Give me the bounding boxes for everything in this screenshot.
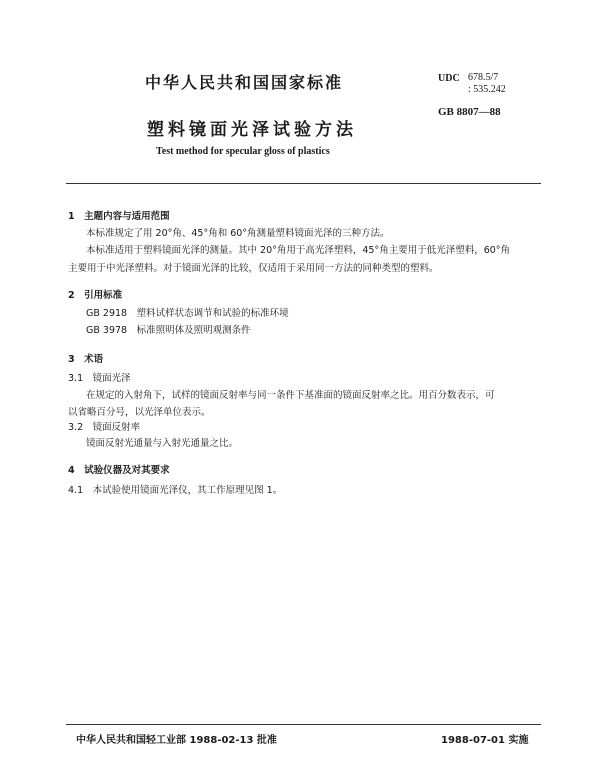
udc-code-line-2: : 535.242 — [468, 84, 506, 95]
term-3-1-definition-line-1: 在规定的入射角下，试样的镜面反射率与同一条件下基准面的镜面反射率之比。用百分数表示，可 — [86, 390, 495, 401]
issuing-organization: 中华人民共和国国家标准 — [145, 73, 344, 92]
section-1-paragraph-2-line-1: 本标准适用于塑料镜面光泽的测量。其中 20°角用于高光泽塑料，45°角主要用于低光泽塑料，60°角 — [86, 245, 511, 256]
udc-code-line-1: 678.5/7 — [468, 72, 499, 83]
section-1-heading: 1 主题内容与适用范围 — [68, 211, 170, 222]
document-title-chinese: 塑料镜面光泽试验方法 — [147, 120, 357, 140]
reference-gb-2918: GB 2918 塑料试样状态调节和试验的标准环境 — [86, 308, 289, 319]
section-3-heading: 3 术语 — [68, 354, 104, 365]
udc-label: UDC — [438, 73, 460, 84]
term-3-2-definition: 镜面反射光通量与入射光通量之比。 — [86, 438, 239, 449]
reference-gb-3978: GB 3978 标准照明体及照明观测条件 — [86, 325, 251, 336]
implementation-date: 1988-07-01 实施 — [441, 735, 529, 746]
footer-divider — [66, 724, 541, 725]
section-1-paragraph-2-line-2: 主要用于中光泽塑料。对于镜面光泽的比较，仅适用于采用同一方法的同种类型的塑料。 — [68, 263, 439, 274]
header-divider — [66, 183, 541, 184]
standard-number: GB 8807—88 — [438, 106, 501, 118]
document-title-english: Test method for specular gloss of plastics — [156, 146, 330, 157]
approval-info: 中华人民共和国轻工业部 1988-02-13 批准 — [76, 735, 277, 746]
term-3-1-heading: 3.1 镜面光泽 — [68, 373, 131, 384]
clause-4-1: 4.1 本试验使用镜面光泽仪，其工作原理见图 1。 — [68, 485, 283, 496]
section-1-paragraph-1: 本标准规定了用 20°角、45°角和 60°角测量塑料镜面光泽的三种方法。 — [86, 228, 390, 239]
term-3-2-heading: 3.2 镜面反射率 — [68, 422, 141, 433]
section-4-heading: 4 试验仪器及对其要求 — [68, 465, 170, 476]
term-3-1-definition-line-2: 以省略百分号，以光泽单位表示。 — [68, 407, 211, 418]
section-2-heading: 2 引用标准 — [68, 290, 123, 301]
